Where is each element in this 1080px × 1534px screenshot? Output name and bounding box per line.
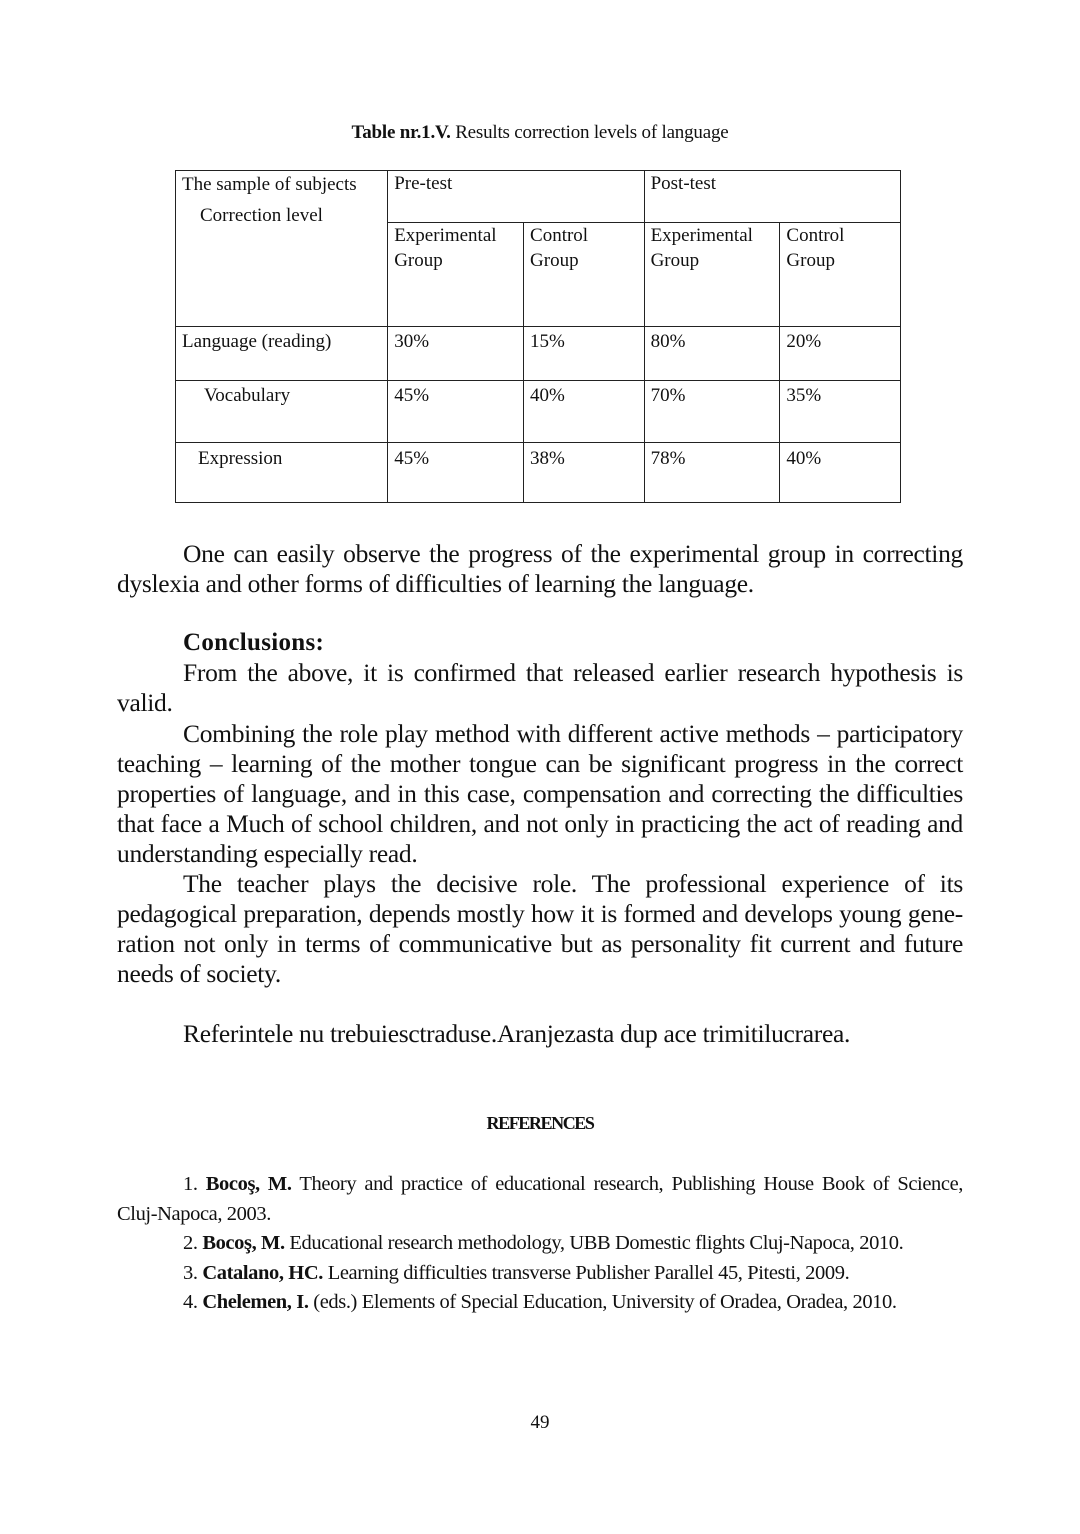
cell-post-control: 20% — [780, 327, 901, 381]
reference-item — [117, 1229, 963, 1259]
cell-pre-experimental: 45% — [388, 381, 524, 443]
table-caption-title: Results correction levels of language — [450, 122, 729, 143]
reference-number: 3. — [183, 1261, 198, 1284]
cell-post-experimental: 78% — [644, 443, 780, 503]
posttest-header: Post-test — [644, 171, 900, 223]
cell-pre-experimental: 45% — [388, 443, 524, 503]
reference-number: 1. — [183, 1173, 198, 1195]
page-number: 49 — [530, 1412, 550, 1433]
table-row — [176, 443, 901, 503]
cell-post-control: 35% — [780, 381, 901, 443]
reference-number: 2. — [183, 1232, 198, 1254]
pretest-experimental-header: Experimental Group — [388, 223, 524, 327]
cell-post-control: 40% — [780, 443, 901, 503]
paragraph-observe: One can easily observe the progress of the experimental group in correcting dyslexia and other forms of difficulties of learning the language. — [117, 539, 963, 598]
table-row — [176, 381, 901, 443]
row-label: Vocabulary — [176, 381, 388, 443]
reference-text: Theory and practice of educational research, Publishing House Book of Science, Cluj-Napoca, 2003. — [117, 1173, 964, 1225]
cell-pre-control: 15% — [524, 327, 645, 381]
table-caption-label: Table nr.1.V. — [351, 122, 451, 143]
conclusions-heading: Conclusions: — [183, 629, 325, 656]
cell-pre-control: 40% — [524, 381, 645, 443]
paragraph-confirmed: From the above, it is confirmed that released earlier research hypothesis is valid. — [117, 658, 963, 717]
reference-author: Catalano, HC. — [202, 1261, 323, 1284]
sample-of-subjects-label: The sample of subjects — [182, 174, 357, 195]
references-heading: REFERENCES — [486, 1113, 594, 1133]
pretest-control-header: Control Group — [524, 223, 645, 327]
reference-text: Educational research methodology, UBB Domestic flights Cluj-Napoca, 2010. — [284, 1232, 904, 1254]
table-caption — [0, 122, 1080, 144]
reference-item — [117, 1170, 963, 1229]
table-row — [176, 327, 901, 381]
row-label: Language (reading) — [176, 327, 388, 381]
reference-author: Bocoş, M. — [202, 1232, 285, 1254]
correction-level-label: Correction level — [200, 205, 323, 226]
pretest-header: Pre-test — [388, 171, 644, 223]
posttest-experimental-header: Experimental Group — [644, 223, 780, 327]
reference-text: Learning difficulties transverse Publisher Parallel 45, Pitesti, 2009. — [322, 1261, 850, 1284]
results-table — [175, 170, 901, 503]
reference-text: (eds.) Elements of Special Education, University of Oradea, Oradea, 2010. — [308, 1291, 897, 1313]
posttest-control-header: Control Group — [780, 223, 901, 327]
paragraph-combining: Combining the role play method with different active methods – participatory teaching – learning of the mother tongue can be significant progress in the correct properties of language, and in this case, compensation and correcting the difficulties that face a Much of school children, and not only in practicing the act of reading and understanding especially read. — [117, 719, 963, 868]
cell-post-experimental: 80% — [644, 327, 780, 381]
reference-item — [117, 1288, 963, 1318]
cell-pre-experimental: 30% — [388, 327, 524, 381]
table-header-row — [176, 171, 901, 223]
references-list — [117, 1170, 963, 1318]
reference-item — [117, 1259, 963, 1289]
cell-post-experimental: 70% — [644, 381, 780, 443]
row-label: Expression — [176, 443, 388, 503]
paragraph-note: Referintele nu trebuiesctraduse.Aranjezasta dup ace trimitilucrarea. — [183, 1019, 851, 1048]
reference-author: Bocoş, M. — [205, 1173, 292, 1195]
reference-author: Chelemen, I. — [202, 1291, 309, 1313]
reference-number: 4. — [183, 1291, 198, 1313]
paragraph-teacher: The teacher plays the decisive role. The professional experience of its pedagogical preparation, depends mostly how it is formed and develops young gene-ration not only in terms of communicative but as personality fit current and future needs of society. — [117, 869, 963, 988]
corner-header-cell — [176, 171, 388, 327]
cell-pre-control: 38% — [524, 443, 645, 503]
